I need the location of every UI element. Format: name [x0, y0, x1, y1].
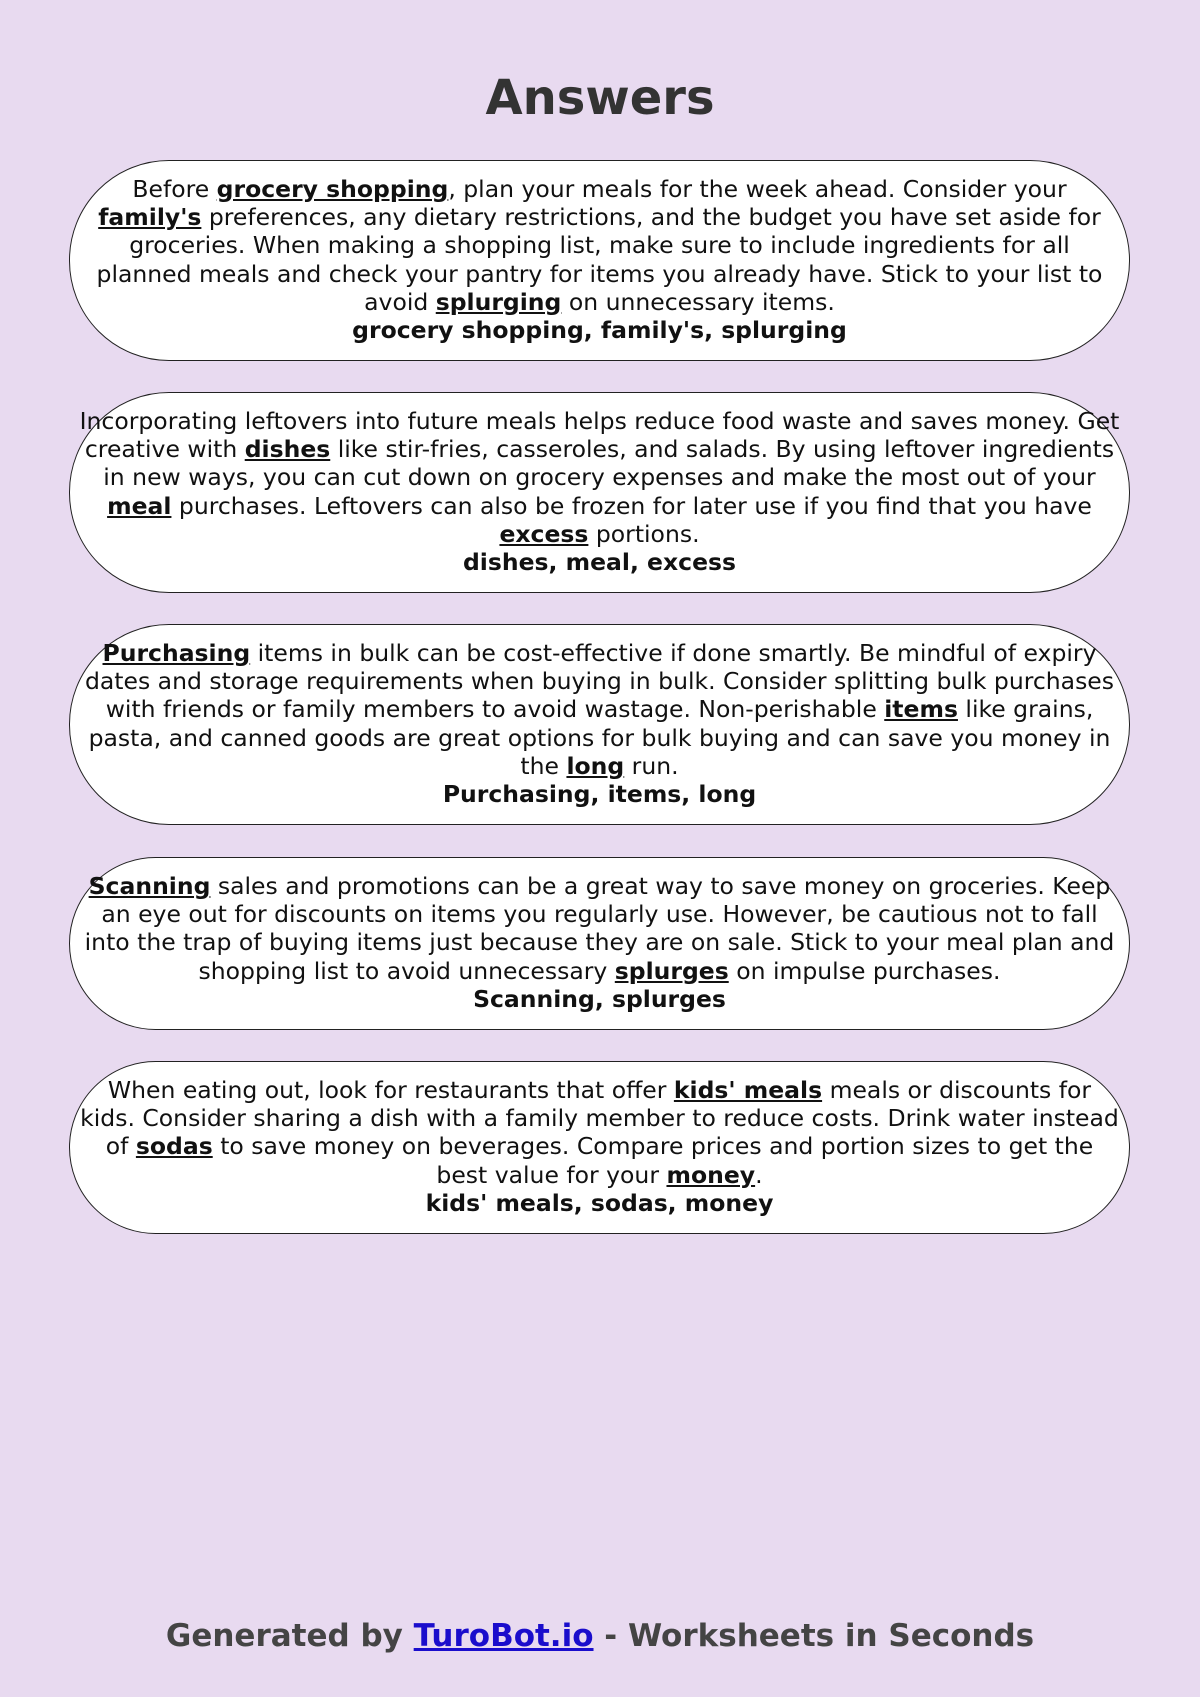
- answer-word: items: [884, 695, 958, 724]
- answer-key: dishes, meal, excess: [462, 548, 736, 577]
- answer-word: meal: [107, 491, 172, 520]
- answer-word: long: [566, 751, 625, 780]
- answer-word: grocery shopping: [216, 175, 449, 203]
- answer-word: dishes: [244, 435, 331, 464]
- card-paragraph: Before grocery shopping, plan your meals for the week ahead. Consider your family's preferences, any dietary restrictions, and the budget you have set aside for groceries. When making a shopping list, make sure to include ingredients for all planned meals and check your pantry for items you already have. Stick to your list to avoid splurging on unnecessary items.: [96, 175, 1103, 316]
- answer-key: grocery shopping, family's, splurging: [352, 316, 847, 345]
- answer-word: kids' meals: [673, 1076, 823, 1104]
- turobot-link[interactable]: TuroBot.io: [413, 1618, 594, 1654]
- card-paragraph: When eating out, look for restaurants that offer kids' meals meals or discounts for kids. Consider sharing a dish with a family member to reduce costs. Drink water instead of sodas to save money on beverages. Compare prices and portion sizes to get the best value for your money.: [80, 1076, 1119, 1189]
- answer-word: splurging: [435, 287, 562, 316]
- answer-key: Purchasing, items, long: [442, 780, 757, 809]
- answer-word: Purchasing: [102, 639, 251, 667]
- answer-word: Scanning: [88, 872, 211, 900]
- answer-word: sodas: [135, 1132, 213, 1161]
- answer-card: [69, 857, 1130, 1030]
- answer-key: kids' meals, sodas, money: [425, 1188, 774, 1217]
- answer-word: splurges: [614, 956, 729, 985]
- answer-word: family's: [98, 203, 202, 232]
- card-paragraph: Incorporating leftovers into future meals helps reduce food waste and saves money. Get creative with dishes like stir-fries, casseroles, and salads. By using leftover ingredients in new ways, you can cut down on grocery expenses and make the most out of your meal purchases. Leftovers can also be frozen for later use if you find that you have excess portions.: [79, 407, 1120, 548]
- answer-card: [69, 1061, 1130, 1234]
- footer: Generated by TuroBot.io - Worksheets in Seconds: [165, 1618, 1035, 1654]
- page-title: Answers: [485, 70, 715, 126]
- answer-card: [69, 392, 1130, 593]
- card-paragraph: Scanning sales and promotions can be a great way to save money on groceries. Keep an eye out for discounts on items you regularly use. However, be cautious not to fall into the trap of buying items just because they are on sale. Stick to your meal plan and shopping list to avoid unnecessary splurges on impulse purchases.: [84, 872, 1115, 985]
- answer-card: [69, 160, 1130, 361]
- answer-word: money: [666, 1160, 756, 1189]
- card-paragraph: Purchasing items in bulk can be cost-effective if done smartly. Be mindful of expiry dates and storage requirements when buying in bulk. Consider splitting bulk purchases with friends or family members to avoid wastage. Non-perishable items like grains, pasta, and canned goods are great options for bulk buying and can save you money in the long run.: [84, 639, 1115, 780]
- answer-card: [69, 624, 1130, 825]
- answer-word: excess: [499, 519, 589, 548]
- answer-key: Scanning, splurges: [473, 984, 726, 1013]
